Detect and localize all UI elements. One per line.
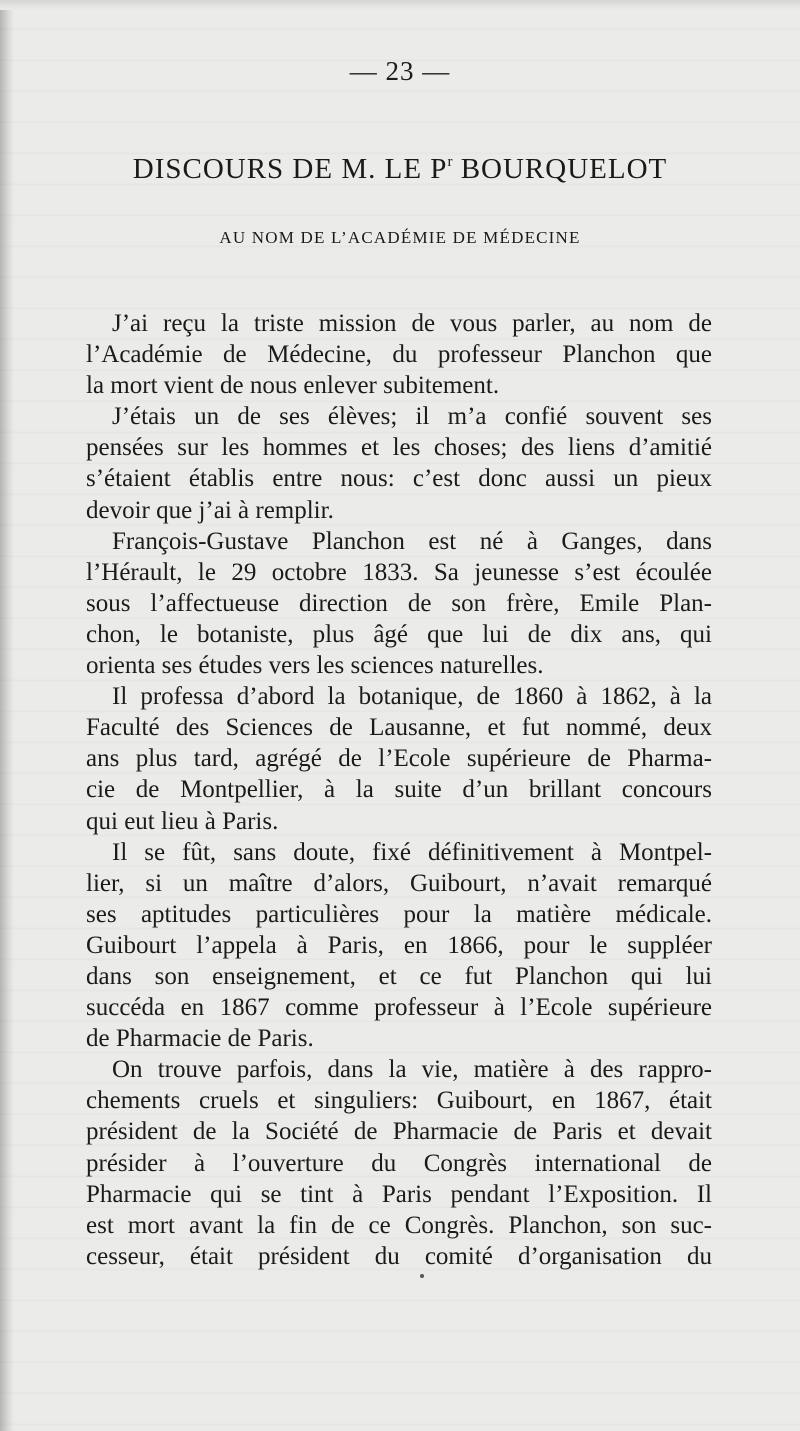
text-line: Pharmacie qui se tint à Paris pendant l’Exposition. Il: [86, 1180, 712, 1208]
text-line: qui eut lieu à Paris.: [86, 807, 279, 835]
text-line: sous l’affectueuse direction de son frère, Emile Plan-: [86, 589, 712, 617]
text-line: présider à l’ouverture du Congrès international de: [86, 1149, 712, 1177]
page-subtitle: AU NOM DE L’ACADÉMIE DE MÉDECINE: [219, 228, 581, 247]
text-line: J’ai reçu la triste mission de vous parler, au nom de: [112, 310, 712, 337]
paper-speck: [420, 1274, 424, 1278]
text-line: pensées sur les hommes et les choses; des liens d’amitié: [86, 434, 712, 462]
page-title: [0, 153, 800, 186]
text-line: Faculté des Sciences de Lausanne, et fut nommé, deux: [86, 714, 712, 742]
text-line: Il se fût, sans doute, fixé définitivement à Montpel-: [112, 838, 712, 866]
text-line: Guibourt l’appela à Paris, en 1866, pour le suppléer: [86, 931, 712, 959]
text-line: devoir que j’ai à remplir.: [86, 496, 334, 524]
text-line: de Pharmacie de Paris.: [86, 1025, 314, 1053]
body-text: [86, 308, 712, 1272]
text-line: est mort avant la fin de ce Congrès. Planchon, son suc-: [86, 1211, 712, 1239]
text-line: s’étaient établis entre nous: c’est donc aussi un pieux: [86, 465, 712, 493]
text-line: cesseur, était président du comité d’organisation du: [86, 1242, 712, 1270]
text-line: chon, le botaniste, plus âgé que lui de dix ans, qui: [86, 620, 712, 648]
title-main: DISCOURS DE M. LE P: [132, 153, 448, 185]
text-line: succéda en 1867 comme professeur à l’Ecole supérieure: [86, 994, 712, 1022]
text-line: François-Gustave Planchon est né à Ganges, dans: [112, 527, 712, 555]
text-line: lier, si un maître d’alors, Guibourt, n’avait remarqué: [86, 869, 712, 897]
text-line: l’Académie de Médecine, du professeur Planchon que: [86, 341, 712, 369]
text-line: dans son enseignement, et ce fut Planchon qui lui: [86, 962, 712, 990]
text-line: On trouve parfois, dans la vie, matière à des rappro-: [112, 1056, 712, 1084]
text-line: chements cruels et singuliers: Guibourt, en 1867, était: [86, 1087, 712, 1115]
text-line: Il professa d’abord la botanique, de 1860 à 1862, à la: [112, 683, 712, 711]
text-line: orienta ses études vers les sciences naturelles.: [86, 652, 544, 680]
page-gutter-shadow: [0, 0, 14, 1431]
page-number: — 23 —: [349, 56, 451, 86]
text-line: cie de Montpellier, à la suite d’un brillant concours: [86, 776, 712, 804]
title-superscript: r: [447, 154, 453, 170]
text-line: la mort vient de nous enlever subitement.: [86, 372, 500, 400]
text-line: ans plus tard, agrégé de l’Ecole supérieure de Pharma-: [86, 745, 712, 773]
text-line: ses aptitudes particulières pour la matière médicale.: [86, 900, 712, 928]
text-line: l’Hérault, le 29 octobre 1833. Sa jeunesse s’est écoulée: [86, 558, 712, 586]
page-top-edge: [0, 0, 800, 10]
text-line: J’étais un de ses élèves; il m’a confié souvent ses: [112, 403, 712, 431]
text-line: président de la Société de Pharmacie de Paris et devait: [86, 1118, 712, 1146]
title-end: BOURQUELOT: [452, 153, 668, 185]
